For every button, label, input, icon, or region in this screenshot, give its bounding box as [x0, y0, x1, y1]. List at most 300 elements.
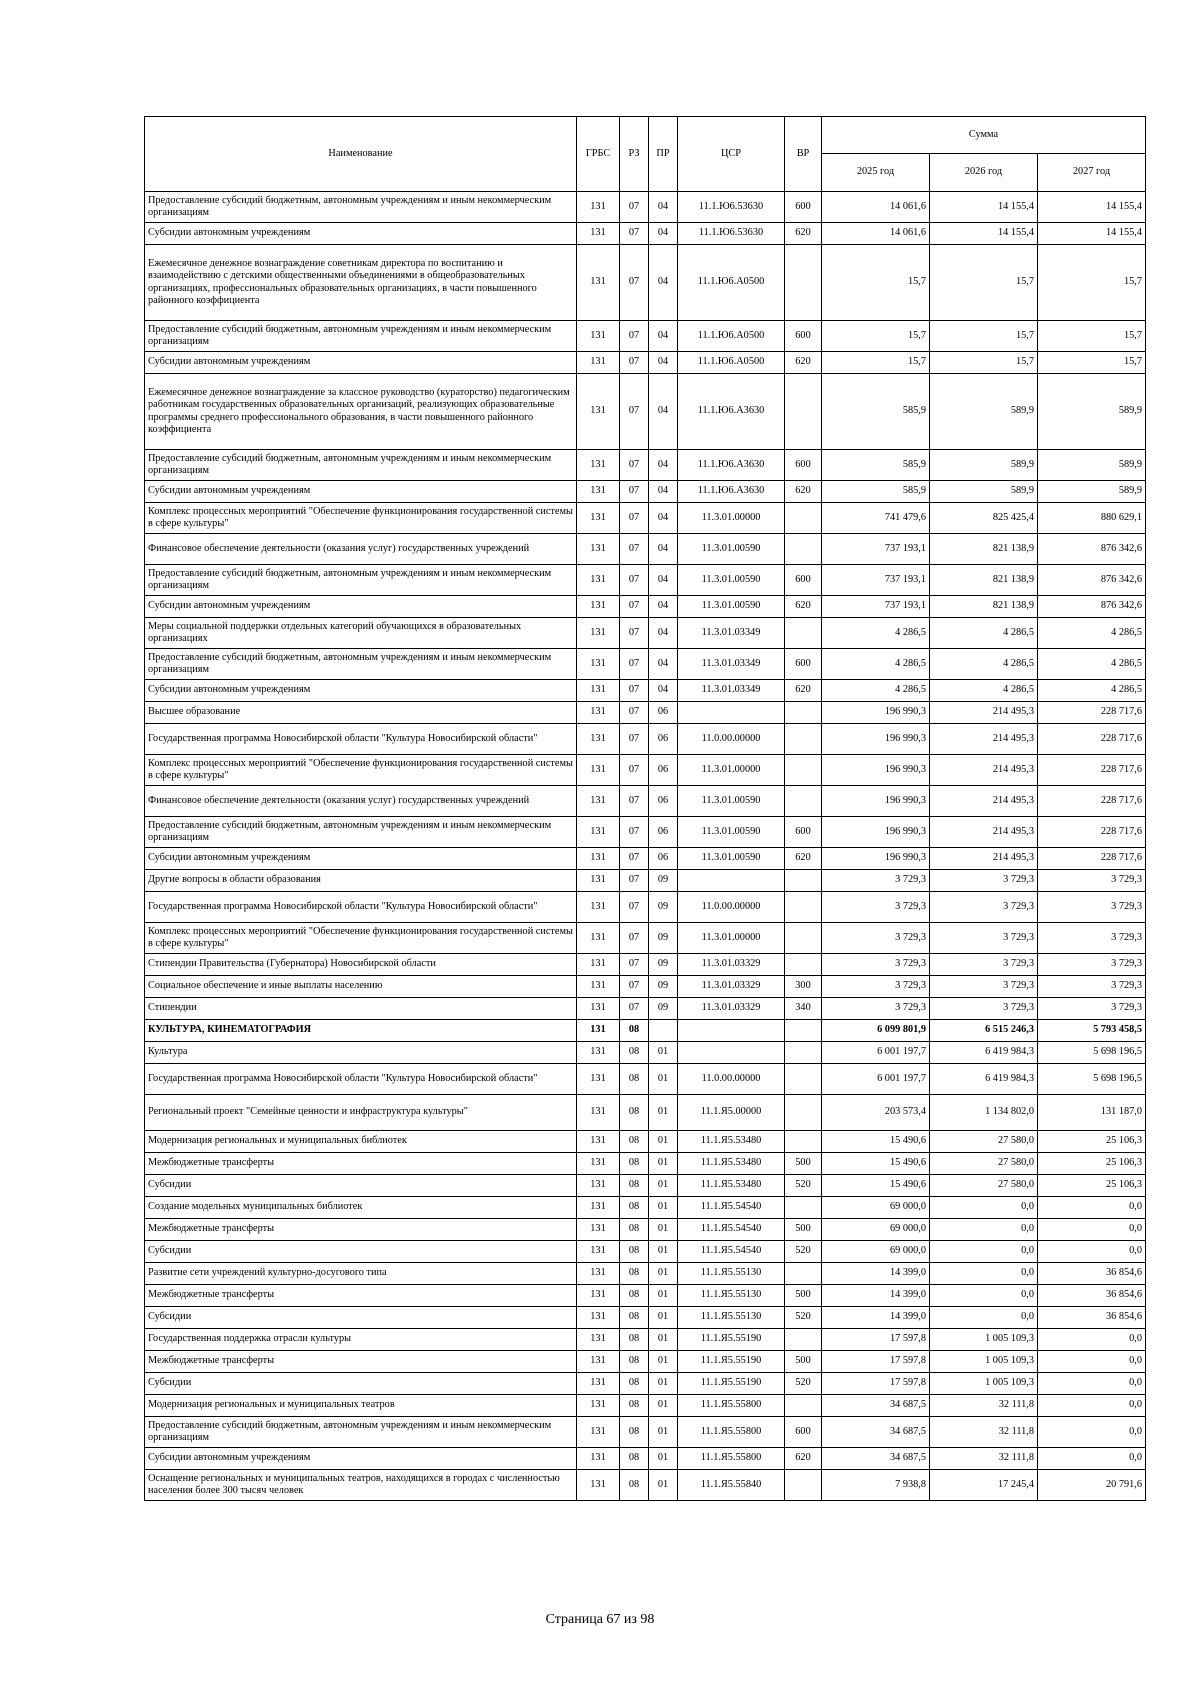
cell-2027: 876 342,6 [1038, 596, 1146, 618]
cell-2026: 821 138,9 [930, 534, 1038, 565]
cell-2025: 585,9 [822, 450, 930, 481]
cell-2027: 589,9 [1038, 374, 1146, 450]
cell-2026: 15,7 [930, 245, 1038, 321]
table-row [145, 702, 1146, 724]
cell-2027: 3 729,3 [1038, 923, 1146, 954]
table-row [145, 680, 1146, 702]
cell-2025: 3 729,3 [822, 976, 930, 998]
cell-2027: 4 286,5 [1038, 680, 1146, 702]
col-header-pr: ПР [649, 117, 678, 192]
cell-name: Финансовое обеспечение деятельности (оказания услуг) государственных учреждений [145, 786, 577, 817]
cell-csr: 11.1.Ю6.А3630 [678, 374, 785, 450]
table-row [145, 1153, 1146, 1175]
cell-vr: 600 [785, 192, 822, 223]
cell-name: Межбюджетные трансферты [145, 1351, 577, 1373]
cell-vr: 500 [785, 1219, 822, 1241]
cell-2025: 34 687,5 [822, 1417, 930, 1448]
col-header-rz: РЗ [620, 117, 649, 192]
cell-vr [785, 870, 822, 892]
col-header-2025: 2025 год [822, 154, 930, 192]
cell-2027: 589,9 [1038, 481, 1146, 503]
cell-csr: 11.1.Я5.54540 [678, 1219, 785, 1241]
cell-rz: 07 [620, 618, 649, 649]
cell-2025: 14 061,6 [822, 192, 930, 223]
cell-csr [678, 702, 785, 724]
cell-csr: 11.3.01.00590 [678, 565, 785, 596]
cell-grbs: 131 [577, 1307, 620, 1329]
cell-2025: 741 479,6 [822, 503, 930, 534]
cell-rz: 07 [620, 976, 649, 998]
cell-2026: 0,0 [930, 1219, 1038, 1241]
cell-rz: 07 [620, 192, 649, 223]
cell-name: Культура [145, 1042, 577, 1064]
cell-grbs: 131 [577, 1197, 620, 1219]
cell-2027: 589,9 [1038, 450, 1146, 481]
cell-name: Комплекс процессных мероприятий "Обеспечение функционирования государственной системы в сфере культуры" [145, 923, 577, 954]
cell-2026: 1 005 109,3 [930, 1373, 1038, 1395]
col-header-csr: ЦСР [678, 117, 785, 192]
cell-2025: 69 000,0 [822, 1219, 930, 1241]
cell-rz: 07 [620, 680, 649, 702]
cell-pr: 04 [649, 596, 678, 618]
cell-name: Ежемесячное денежное вознаграждение за классное руководство (кураторство) педагогическим работникам государственных образовательных организаций, реализующих образовательные программы среднего профессионального образования, в части повышенного районного коэффициента [145, 374, 577, 450]
cell-rz: 07 [620, 503, 649, 534]
cell-vr [785, 892, 822, 923]
table-row [145, 848, 1146, 870]
cell-pr: 04 [649, 481, 678, 503]
cell-vr: 520 [785, 1175, 822, 1197]
cell-grbs: 131 [577, 374, 620, 450]
cell-2027: 3 729,3 [1038, 954, 1146, 976]
cell-2025: 69 000,0 [822, 1241, 930, 1263]
cell-rz: 08 [620, 1470, 649, 1501]
cell-grbs: 131 [577, 923, 620, 954]
cell-2025: 15,7 [822, 321, 930, 352]
cell-pr: 01 [649, 1470, 678, 1501]
table-row [145, 1470, 1146, 1501]
cell-grbs: 131 [577, 618, 620, 649]
cell-2027: 3 729,3 [1038, 998, 1146, 1020]
table-row [145, 1395, 1146, 1417]
table-row [145, 923, 1146, 954]
cell-2026: 32 111,8 [930, 1395, 1038, 1417]
cell-vr [785, 1470, 822, 1501]
cell-name: Предоставление субсидий бюджетным, автономным учреждениям и иным некоммерческим организациям [145, 321, 577, 352]
cell-pr: 01 [649, 1095, 678, 1131]
cell-vr: 620 [785, 481, 822, 503]
cell-name: Субсидии [145, 1175, 577, 1197]
cell-grbs: 131 [577, 1470, 620, 1501]
table-row [145, 192, 1146, 223]
cell-name: Другие вопросы в области образования [145, 870, 577, 892]
cell-2025: 196 990,3 [822, 817, 930, 848]
cell-name: Государственная программа Новосибирской области "Культура Новосибирской области" [145, 1064, 577, 1095]
cell-grbs: 131 [577, 649, 620, 680]
cell-grbs: 131 [577, 1153, 620, 1175]
cell-grbs: 131 [577, 1448, 620, 1470]
table-row [145, 503, 1146, 534]
cell-csr [678, 1042, 785, 1064]
cell-rz: 08 [620, 1395, 649, 1417]
table-row [145, 1417, 1146, 1448]
cell-2027: 3 729,3 [1038, 976, 1146, 998]
col-header-sum: Сумма [822, 117, 1146, 154]
table-row [145, 817, 1146, 848]
cell-pr: 01 [649, 1175, 678, 1197]
cell-grbs: 131 [577, 998, 620, 1020]
cell-2025: 15,7 [822, 352, 930, 374]
cell-2026: 15,7 [930, 352, 1038, 374]
cell-vr: 620 [785, 848, 822, 870]
cell-csr: 11.3.01.03329 [678, 998, 785, 1020]
table-row [145, 481, 1146, 503]
table-row [145, 892, 1146, 923]
cell-2026: 27 580,0 [930, 1175, 1038, 1197]
table-row [145, 618, 1146, 649]
cell-2027: 0,0 [1038, 1219, 1146, 1241]
cell-pr: 01 [649, 1448, 678, 1470]
cell-grbs: 131 [577, 1175, 620, 1197]
cell-2025: 15 490,6 [822, 1131, 930, 1153]
cell-grbs: 131 [577, 1395, 620, 1417]
cell-csr: 11.1.Я5.53480 [678, 1153, 785, 1175]
table-row [145, 1095, 1146, 1131]
cell-pr: 01 [649, 1373, 678, 1395]
cell-2025: 585,9 [822, 374, 930, 450]
cell-pr: 01 [649, 1417, 678, 1448]
cell-rz: 07 [620, 870, 649, 892]
cell-vr [785, 702, 822, 724]
cell-grbs: 131 [577, 1020, 620, 1042]
cell-pr: 04 [649, 534, 678, 565]
cell-csr: 11.3.01.03349 [678, 618, 785, 649]
cell-csr: 11.1.Я5.53480 [678, 1175, 785, 1197]
cell-2027: 14 155,4 [1038, 192, 1146, 223]
cell-2027: 15,7 [1038, 352, 1146, 374]
cell-2027: 5 793 458,5 [1038, 1020, 1146, 1042]
cell-vr [785, 1095, 822, 1131]
table-row [145, 976, 1146, 998]
cell-name: Модернизация региональных и муниципальных театров [145, 1395, 577, 1417]
cell-2026: 3 729,3 [930, 954, 1038, 976]
cell-2025: 737 193,1 [822, 534, 930, 565]
cell-2026: 0,0 [930, 1307, 1038, 1329]
cell-name: Субсидии автономным учреждениям [145, 848, 577, 870]
table-row [145, 954, 1146, 976]
cell-vr: 340 [785, 998, 822, 1020]
cell-2026: 3 729,3 [930, 976, 1038, 998]
cell-rz: 08 [620, 1175, 649, 1197]
cell-vr [785, 245, 822, 321]
cell-2026: 15,7 [930, 321, 1038, 352]
cell-2025: 3 729,3 [822, 954, 930, 976]
cell-csr: 11.3.01.00590 [678, 786, 785, 817]
col-header-2026: 2026 год [930, 154, 1038, 192]
cell-grbs: 131 [577, 1064, 620, 1095]
cell-grbs: 131 [577, 596, 620, 618]
cell-2025: 7 938,8 [822, 1470, 930, 1501]
cell-pr: 04 [649, 374, 678, 450]
cell-vr [785, 503, 822, 534]
cell-rz: 07 [620, 755, 649, 786]
cell-2027: 0,0 [1038, 1395, 1146, 1417]
cell-name: Предоставление субсидий бюджетным, автономным учреждениям и иным некоммерческим организациям [145, 565, 577, 596]
cell-2027: 131 187,0 [1038, 1095, 1146, 1131]
cell-pr: 04 [649, 503, 678, 534]
cell-vr [785, 1064, 822, 1095]
table-row [145, 1175, 1146, 1197]
cell-pr: 04 [649, 321, 678, 352]
cell-csr: 11.3.01.00590 [678, 817, 785, 848]
cell-2026: 14 155,4 [930, 223, 1038, 245]
cell-2027: 5 698 196,5 [1038, 1064, 1146, 1095]
cell-name: Создание модельных муниципальных библиотек [145, 1197, 577, 1219]
cell-2025: 3 729,3 [822, 892, 930, 923]
cell-csr: 11.1.Ю6.А0500 [678, 352, 785, 374]
cell-2025: 15,7 [822, 245, 930, 321]
cell-2025: 3 729,3 [822, 998, 930, 1020]
cell-vr [785, 1263, 822, 1285]
cell-2027: 228 717,6 [1038, 724, 1146, 755]
cell-rz: 07 [620, 649, 649, 680]
cell-grbs: 131 [577, 892, 620, 923]
budget-table [144, 116, 1146, 1501]
cell-grbs: 131 [577, 223, 620, 245]
col-header-vr: ВР [785, 117, 822, 192]
cell-2027: 880 629,1 [1038, 503, 1146, 534]
cell-pr: 04 [649, 223, 678, 245]
cell-pr: 04 [649, 680, 678, 702]
cell-grbs: 131 [577, 503, 620, 534]
cell-rz: 08 [620, 1307, 649, 1329]
cell-name: Государственная программа Новосибирской области "Культура Новосибирской области" [145, 724, 577, 755]
cell-2026: 214 495,3 [930, 724, 1038, 755]
cell-pr: 01 [649, 1263, 678, 1285]
cell-csr: 11.1.Я5.55840 [678, 1470, 785, 1501]
cell-pr [649, 1020, 678, 1042]
cell-pr: 01 [649, 1219, 678, 1241]
cell-vr: 620 [785, 223, 822, 245]
cell-2026: 1 005 109,3 [930, 1329, 1038, 1351]
table-row [145, 1373, 1146, 1395]
cell-rz: 07 [620, 352, 649, 374]
cell-grbs: 131 [577, 786, 620, 817]
cell-2025: 34 687,5 [822, 1448, 930, 1470]
cell-grbs: 131 [577, 534, 620, 565]
cell-pr: 04 [649, 352, 678, 374]
cell-grbs: 131 [577, 1373, 620, 1395]
cell-rz: 07 [620, 848, 649, 870]
cell-2026: 0,0 [930, 1263, 1038, 1285]
table-row [145, 1219, 1146, 1241]
cell-rz: 07 [620, 481, 649, 503]
cell-2026: 6 515 246,3 [930, 1020, 1038, 1042]
cell-pr: 01 [649, 1329, 678, 1351]
cell-grbs: 131 [577, 724, 620, 755]
cell-2026: 17 245,4 [930, 1470, 1038, 1501]
cell-2027: 36 854,6 [1038, 1285, 1146, 1307]
cell-name: Ежемесячное денежное вознаграждение советникам директора по воспитанию и взаимодействию с детскими общественными объединениями в общеобразовательных организациях, профессиональных образовательных организациях, в части повышенного районного коэффициента [145, 245, 577, 321]
cell-vr: 600 [785, 649, 822, 680]
cell-2025: 196 990,3 [822, 724, 930, 755]
cell-2025: 737 193,1 [822, 596, 930, 618]
cell-name: Комплекс процессных мероприятий "Обеспечение функционирования государственной системы в сфере культуры" [145, 503, 577, 534]
cell-2025: 4 286,5 [822, 618, 930, 649]
cell-2026: 214 495,3 [930, 702, 1038, 724]
cell-vr: 620 [785, 352, 822, 374]
cell-grbs: 131 [577, 1131, 620, 1153]
cell-2025: 585,9 [822, 481, 930, 503]
table-row [145, 534, 1146, 565]
cell-rz: 07 [620, 223, 649, 245]
cell-vr: 620 [785, 680, 822, 702]
cell-vr [785, 1197, 822, 1219]
cell-grbs: 131 [577, 1241, 620, 1263]
cell-csr: 11.1.Ю6.А3630 [678, 450, 785, 481]
cell-2027: 4 286,5 [1038, 618, 1146, 649]
cell-pr: 09 [649, 923, 678, 954]
cell-pr: 06 [649, 786, 678, 817]
cell-grbs: 131 [577, 1042, 620, 1064]
cell-grbs: 131 [577, 870, 620, 892]
cell-2026: 32 111,8 [930, 1417, 1038, 1448]
cell-vr [785, 954, 822, 976]
cell-pr: 09 [649, 976, 678, 998]
cell-csr: 11.3.01.00000 [678, 923, 785, 954]
cell-2026: 214 495,3 [930, 848, 1038, 870]
cell-grbs: 131 [577, 481, 620, 503]
table-row [145, 450, 1146, 481]
cell-rz: 08 [620, 1241, 649, 1263]
cell-csr: 11.1.Ю6.А3630 [678, 481, 785, 503]
cell-rz: 07 [620, 245, 649, 321]
cell-grbs: 131 [577, 817, 620, 848]
cell-pr: 09 [649, 870, 678, 892]
cell-grbs: 131 [577, 192, 620, 223]
cell-csr: 11.1.Ю6.53630 [678, 223, 785, 245]
cell-2025: 14 399,0 [822, 1263, 930, 1285]
cell-2027: 25 106,3 [1038, 1131, 1146, 1153]
col-header-2027: 2027 год [1038, 154, 1146, 192]
cell-csr: 11.1.Я5.55130 [678, 1263, 785, 1285]
cell-2025: 14 399,0 [822, 1285, 930, 1307]
cell-rz: 07 [620, 724, 649, 755]
cell-csr: 11.1.Я5.54540 [678, 1197, 785, 1219]
cell-csr [678, 870, 785, 892]
cell-name: Субсидии [145, 1241, 577, 1263]
cell-grbs: 131 [577, 1417, 620, 1448]
cell-csr: 11.1.Ю6.А0500 [678, 321, 785, 352]
cell-rz: 07 [620, 565, 649, 596]
table-row [145, 998, 1146, 1020]
cell-vr: 500 [785, 1285, 822, 1307]
cell-vr: 500 [785, 1351, 822, 1373]
cell-name: Предоставление субсидий бюджетным, автономным учреждениям и иным некоммерческим организациям [145, 450, 577, 481]
cell-csr: 11.1.Я5.55800 [678, 1448, 785, 1470]
cell-csr: 11.1.Я5.55130 [678, 1307, 785, 1329]
cell-2026: 1 005 109,3 [930, 1351, 1038, 1373]
cell-name: Государственная программа Новосибирской области "Культура Новосибирской области" [145, 892, 577, 923]
cell-vr: 600 [785, 565, 822, 596]
cell-csr: 11.3.01.03349 [678, 680, 785, 702]
cell-csr: 11.3.01.00000 [678, 503, 785, 534]
cell-rz: 08 [620, 1095, 649, 1131]
cell-rz: 08 [620, 1329, 649, 1351]
cell-2025: 17 597,8 [822, 1351, 930, 1373]
cell-pr: 06 [649, 848, 678, 870]
table-row [145, 565, 1146, 596]
cell-2026: 4 286,5 [930, 680, 1038, 702]
cell-2025: 6 001 197,7 [822, 1042, 930, 1064]
cell-rz: 08 [620, 1448, 649, 1470]
cell-vr [785, 374, 822, 450]
col-header-grbs: ГРБС [577, 117, 620, 192]
cell-grbs: 131 [577, 565, 620, 596]
table-row [145, 1448, 1146, 1470]
cell-2027: 20 791,6 [1038, 1470, 1146, 1501]
cell-vr [785, 534, 822, 565]
cell-grbs: 131 [577, 1095, 620, 1131]
cell-pr: 09 [649, 892, 678, 923]
cell-2025: 3 729,3 [822, 870, 930, 892]
cell-grbs: 131 [577, 1329, 620, 1351]
cell-vr [785, 1042, 822, 1064]
cell-vr [785, 755, 822, 786]
cell-2027: 228 717,6 [1038, 848, 1146, 870]
cell-grbs: 131 [577, 976, 620, 998]
cell-grbs: 131 [577, 1285, 620, 1307]
cell-2026: 4 286,5 [930, 618, 1038, 649]
cell-vr: 500 [785, 1153, 822, 1175]
cell-2025: 4 286,5 [822, 649, 930, 680]
cell-grbs: 131 [577, 702, 620, 724]
cell-2026: 0,0 [930, 1285, 1038, 1307]
cell-csr: 11.3.01.03349 [678, 649, 785, 680]
cell-name: Предоставление субсидий бюджетным, автономным учреждениям и иным некоммерческим организациям [145, 649, 577, 680]
cell-2025: 17 597,8 [822, 1373, 930, 1395]
cell-2027: 15,7 [1038, 321, 1146, 352]
cell-pr: 06 [649, 724, 678, 755]
cell-csr: 11.1.Я5.55800 [678, 1395, 785, 1417]
cell-2025: 15 490,6 [822, 1175, 930, 1197]
cell-2026: 6 419 984,3 [930, 1042, 1038, 1064]
table-row [145, 1241, 1146, 1263]
cell-pr: 09 [649, 954, 678, 976]
cell-2026: 3 729,3 [930, 892, 1038, 923]
cell-rz: 08 [620, 1042, 649, 1064]
cell-pr: 04 [649, 618, 678, 649]
cell-2026: 6 419 984,3 [930, 1064, 1038, 1095]
cell-2026: 4 286,5 [930, 649, 1038, 680]
cell-vr: 520 [785, 1307, 822, 1329]
cell-name: Субсидии автономным учреждениям [145, 1448, 577, 1470]
table-row [145, 724, 1146, 755]
table-row [145, 1197, 1146, 1219]
cell-2026: 214 495,3 [930, 817, 1038, 848]
cell-2025: 6 001 197,7 [822, 1064, 930, 1095]
cell-rz: 07 [620, 534, 649, 565]
cell-2026: 27 580,0 [930, 1131, 1038, 1153]
cell-rz: 07 [620, 596, 649, 618]
cell-name: Межбюджетные трансферты [145, 1219, 577, 1241]
cell-name: Субсидии [145, 1373, 577, 1395]
cell-2026: 32 111,8 [930, 1448, 1038, 1470]
cell-grbs: 131 [577, 755, 620, 786]
cell-vr [785, 1329, 822, 1351]
cell-name: Государственная поддержка отрасли культуры [145, 1329, 577, 1351]
cell-csr: 11.0.00.00000 [678, 1064, 785, 1095]
cell-grbs: 131 [577, 321, 620, 352]
